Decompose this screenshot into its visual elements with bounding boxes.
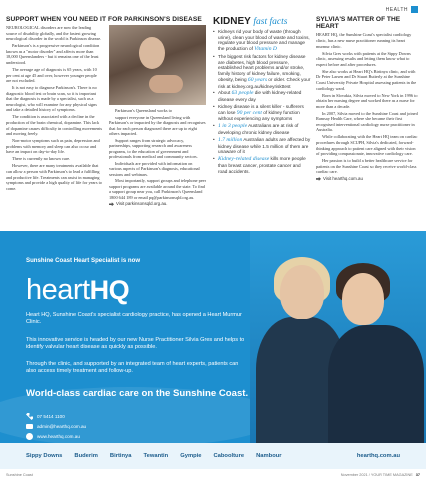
fact-text: of kidney function without experiencing any symptoms [218, 109, 300, 122]
email-address[interactable]: admin@hearthq.com.au [37, 424, 87, 429]
arrow-right-icon [109, 202, 114, 206]
location-tewantin: Tewantin [143, 453, 169, 459]
article-paragraph: support everyone in Queensland living with Parkinson's or impacted by the diagnosis and recognises that for each person diagnosed there are up to eight others impacted. [109, 114, 206, 137]
visit-link-text[interactable]: Visit parkinsonsqld.org.au. [116, 201, 168, 207]
section-tab-marker [411, 6, 418, 13]
mail-icon [26, 424, 33, 429]
fact-text: Kidneys rid your body of waste (through urine), clean your blood of waste and toxins, regulate your blood pressure and manage the production of [218, 29, 310, 52]
list-item [213, 29, 311, 53]
fact-text: Kidney disease is a silent killer - sufferers can lose [218, 104, 304, 115]
fact-highlight: 60 years [247, 76, 267, 83]
footer-publication-left: Sunshine Coast [6, 473, 33, 477]
article-paragraph: Born in Slovakia, Silvia moved to New York in 1996 to obtain her nursing degree and worked there as a nurse for more than a decade. [316, 92, 418, 109]
parkinsons-left-column [6, 25, 103, 207]
photo-person-face [342, 273, 384, 325]
ad-staff-photo [250, 231, 426, 443]
location-nambour: Nambour [256, 453, 282, 459]
page-number: 37 [415, 473, 420, 477]
photo-person-face [280, 265, 324, 319]
location-gympie: Gympie [180, 453, 202, 459]
article-paragraph: NEUROLOGICAL disorders are now the leading source of disability globally, and the fastest growing neurological disorder in the world is Parkinson disease. [6, 25, 102, 42]
article-paragraph: Support ranges from strategic advocacy, partnerships, supporting research and awareness programs, to the education of government and professionals from medical and community sectors. [109, 137, 198, 160]
list-item [213, 123, 311, 135]
parkinsons-right-column [109, 25, 206, 207]
article-paragraph: It is not easy to diagnose Parkinson's. There is no diagnostic blood test or brain scan, so it is important that the diagnosis is made by a specialist, such as a neurologist, who will examine for any physical signs and take a detailed history of symptoms. [6, 85, 97, 113]
phone-icon [26, 413, 33, 420]
location-sippy-downs: Sippy Downs [26, 453, 63, 459]
fact-text: kills more people than breast cancer, prostate cancer and road accidents. [218, 156, 306, 174]
article-paragraph: Individuals are provided with information on various aspects of Parkinson's diagnosis, educational sessions and webinars. [109, 160, 200, 177]
parkinsons-columns [6, 25, 206, 207]
article-paragraph: While collaborating with the Heart HQ team on cardiac procedures through SCUPH, Silvia's dedicated, forward-thinking approach to patient care aligned with their vision of providing compassionate, innovative cardiology care. [316, 134, 418, 157]
page-footer [0, 470, 426, 480]
article-paragraph: There is currently no known cure. [12, 156, 71, 162]
kidney-facts-title [213, 16, 311, 27]
kidney-facts-list [213, 29, 311, 174]
section-tab [386, 6, 418, 13]
fact-highlight: 90 per cent [236, 109, 262, 116]
hearthq-logo [26, 276, 129, 305]
fact-highlight: 63 people [231, 90, 254, 97]
web-address[interactable]: www.hearthq.com.au [37, 434, 80, 439]
kidney-title-italic: fast facts [253, 17, 288, 27]
fact-highlight: 1.7 million [218, 136, 243, 143]
ad-paragraph: This innovative service is headed by our new Nurse Practitioner Silvia Gres and helps to identify valvular heart disease as quickly as possible. [26, 337, 245, 351]
ad-intro: Heart HQ, Sunshine Coast's specialist cardiology practice, has opened a Heart Murmur Clinic. [26, 312, 242, 326]
fact-highlight: 1 in 3 people [218, 123, 248, 130]
contact-phone[interactable] [26, 413, 86, 420]
elderly-hands-photo [109, 25, 206, 105]
photo-face-shape [139, 37, 165, 69]
photo-person-body [328, 325, 424, 443]
fact-text: Australian adults are affected by kidney disease while 1.5 million of them are unaware of it [218, 136, 311, 155]
contact-email[interactable] [26, 424, 86, 429]
article-paragraph: Parkinson's is a progressive neurological condition known as a "motor disorder" and affects more than 18,000 Queenslanders - but it remains one of the least understood. [6, 43, 100, 65]
photo-hand-shape [149, 75, 183, 93]
footer-issue: November 2021 / YOUR TIME MAGAZINE [340, 473, 413, 477]
fact-text: Australians are at risk of developing chronic kidney disease [218, 123, 299, 135]
fact-highlight: Kidney-related disease [218, 156, 270, 163]
article-paragraph: She also works at Heart HQ's Birtinya clinic, and with Dr Peter Larsen and Dr Stuart Butterly at the Sunshine Coast University Private Hospital assessing patients in the cardiology ward. [316, 68, 417, 91]
fact-text: or older. Check your risk at kidney.org.au/kidneyriskttest [218, 76, 311, 89]
ad-tagline: World-class cardiac care on the Sunshine Coast. [26, 388, 249, 399]
list-item [213, 156, 311, 174]
article-paragraph: Her passion is to build a better healthcare service for patients on the Sunshine Coast so they receive world-class cardiac care. [316, 158, 417, 175]
ad-paragraph: Through the clinic, and supported by an integrated team of heart experts, patients can also access timely treatment and follow-up. [26, 361, 239, 375]
fact-text: The biggest risk factors for kidney disease are diabetes, high blood pressure, established heart problems and/or stroke, family history of kidney failure, smoking, obesity, being [218, 54, 306, 82]
contact-web[interactable] [26, 433, 86, 440]
ad-top-line: Sunshine Coast Heart Specialist is now [26, 257, 141, 264]
section-tab-label: HEALTH [385, 6, 408, 13]
article-paragraph: The condition is associated with a decline in the production of the brain chemical, dopamine. This lack of dopamine causes difficulty in controlling movements and moving freely. [6, 114, 103, 137]
phone-number[interactable]: 07 5414 1100 [37, 414, 65, 419]
list-item [213, 104, 311, 122]
fact-highlight: Vitamin D [254, 46, 277, 53]
clinic-locations-bar [0, 443, 426, 469]
article-paragraph: Silvia Gres works with patients at the Sippy Downs clinic, assessing results and letting them know what to expect before and after procedures. [316, 50, 411, 67]
parkinsons-visit-link[interactable] [109, 201, 206, 207]
list-item [213, 54, 311, 89]
fact-text: About [218, 90, 232, 96]
globe-icon [26, 433, 33, 440]
article-paragraph: HEART HQ, the Sunshine Coast's specialist cardiology clinic, has a new nurse practitioner running its heart murmur clinic. [316, 32, 412, 49]
logo-heart-text: heart [26, 274, 90, 306]
location-birtinya: Birtinya [109, 453, 132, 459]
kidney-title-bold: KIDNEY [213, 16, 251, 27]
visit-link-text[interactable]: Visit hearthq.com.au [323, 176, 363, 182]
list-item [213, 137, 311, 155]
article-paragraph: Most importantly, support groups and telephone peer support programs are available around the state. To find a support group near you, call Parkinson's Queensland 1800 644 189 or email pq@parkinsonsqld.org.au. [109, 178, 207, 200]
parkinsons-headline: SUPPORT WHEN YOU NEED IT FOR PARKINSON'S DISEASE [6, 16, 202, 23]
ad-contacts [26, 413, 86, 443]
sylvia-visit-link[interactable] [316, 176, 420, 181]
article-paragraph: The average age of diagnosis is 65 years, with 10 per cent at age 45 and over, however younger people are not excluded. [6, 66, 97, 84]
list-item [213, 90, 311, 102]
kidney-fast-facts [213, 16, 311, 175]
article-paragraph: However, there are many treatments available that can allow a person with Parkinson's to lead a fulfilling and productive life. Treatments can assist in managing symptoms and provide a high quality of life for years to come. [6, 163, 102, 191]
article-paragraph: Non-motor symptoms such as pain, depression and problems with memory and sleep can also occur and have an impact on day-to-day life. [6, 138, 100, 155]
footer-right [341, 473, 420, 477]
arrow-right-icon [316, 177, 321, 181]
logo-hq-text: HQ [89, 275, 130, 305]
article-paragraph: In 2007, Silvia moved to the Sunshine Coast and joined Ramsay Health Care, where she became their first recognised interventional cardiology nurse practitioner in Australia. [316, 110, 418, 133]
hearthq-advertisement [0, 231, 426, 443]
photo-caption: Parkinson's Queensland works to [115, 108, 172, 113]
fact-text: die with kidney-related disease every day [218, 90, 302, 103]
parkinsons-article [6, 16, 206, 207]
sylvia-article [316, 16, 420, 181]
location-caboolture: Caboolture [213, 453, 245, 459]
sylvia-headline: SYLVIA'S MATTER OF THE HEART [316, 16, 401, 31]
locations-web-link[interactable]: hearthq.com.au [356, 453, 400, 459]
location-buderim: Buderim [74, 453, 98, 459]
